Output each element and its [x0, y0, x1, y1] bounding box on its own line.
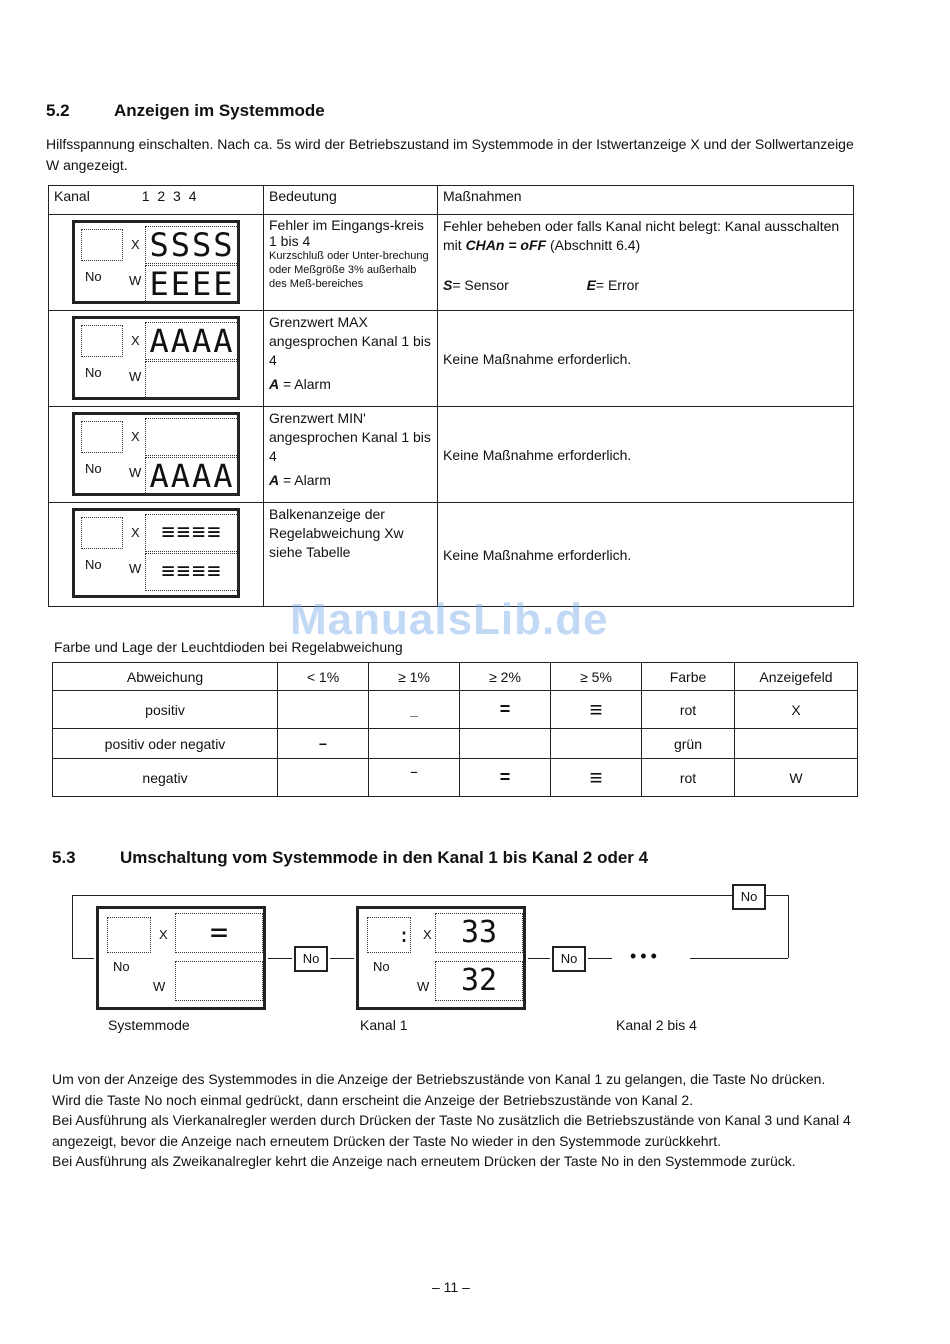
massnahme-cell: [438, 215, 854, 311]
table-cell: ≡: [551, 691, 642, 729]
display-cell: [49, 311, 264, 407]
table-row: [53, 729, 858, 759]
arrow-line: [588, 958, 612, 959]
w-label: W: [129, 465, 142, 480]
table-row: [49, 407, 854, 503]
table-row: [49, 503, 854, 607]
w-label: W: [153, 979, 166, 994]
bedeutung-small: Kurzschluß oder Unter-brechung oder Meßgröße 3% außerhalb des Meß-bereiches: [269, 250, 429, 290]
w-label: W: [129, 369, 142, 384]
table-row: [49, 311, 854, 407]
arrow-line: [528, 958, 550, 959]
paragraph: Bei Ausführung als Zweikanalregler kehrt die Anzeige nach erneutem Drücken der Taste No in den Systemmode zurück.: [52, 1153, 796, 1169]
table-cell: rot: [642, 759, 735, 797]
legend-a: A: [269, 472, 280, 488]
table-cell: [551, 729, 642, 759]
no-label: No: [85, 365, 102, 380]
x-label: X: [131, 429, 140, 444]
w-display: [175, 961, 263, 1001]
channel-square: [81, 517, 123, 549]
paragraph: Wird die Taste No noch einmal gedrückt, dann erscheint die Anzeige der Betriebszustände von Kanal 2.: [52, 1091, 694, 1108]
bedeutung-cell: [264, 407, 438, 503]
col-bedeutung: Bedeutung: [264, 186, 438, 215]
w-display: AAAA: [145, 457, 239, 495]
legend-line: [269, 472, 432, 488]
display-cell: [49, 407, 264, 503]
loop-right-top: [764, 895, 788, 896]
label-systemmode: Systemmode: [108, 1017, 190, 1033]
massnahme-command: CHAn = oFF: [465, 237, 547, 253]
col-massnahmen: Maßnahmen: [438, 186, 854, 215]
x-display: =: [175, 913, 263, 953]
section-number: 5.2: [46, 101, 70, 120]
x-display: [145, 418, 239, 456]
continuation-dots: •••: [630, 946, 661, 966]
section-5-3-heading: [52, 848, 648, 868]
legend-s-text: = Sensor: [452, 277, 509, 293]
no-key-return[interactable]: No: [732, 884, 766, 910]
x-display: AAAA: [145, 322, 239, 360]
bedeutung-main: Grenzwert MIN' angesprochen Kanal 1 bis 4: [269, 410, 431, 464]
x-display: 33: [435, 913, 523, 953]
table-cell: positiv: [53, 691, 278, 729]
w-display: [145, 361, 239, 399]
label-kanal2-4: Kanal 2 bis 4: [616, 1017, 697, 1033]
arrow-line: [268, 958, 292, 959]
w-display: EEEE: [145, 265, 239, 303]
loop-right-bottom: [690, 958, 788, 959]
table2-caption: Farbe und Lage der Leuchtdioden bei Regelabweichung: [54, 639, 403, 655]
no-label: No: [373, 959, 390, 974]
no-key-2[interactable]: No: [552, 946, 586, 972]
section-title: Anzeigen im Systemmode: [114, 101, 325, 120]
table-row: [49, 215, 854, 311]
page-number: – 11 –: [432, 1279, 470, 1295]
massnahme-cell: Keine Maßnahme erforderlich.: [438, 311, 854, 407]
x-label: X: [131, 333, 140, 348]
massnahme-main: Fehler beheben oder falls Kanal nicht belegt: Kanal ausschalten mit: [443, 218, 840, 253]
massnahme-text: [443, 217, 848, 255]
kanal1-display: [356, 906, 526, 1010]
x-bar-display: ≡≡≡≡: [145, 514, 239, 552]
legend-e-text: = Error: [595, 277, 640, 293]
bedeutung-main: Grenzwert MAX angesprochen Kanal 1 bis 4: [269, 314, 431, 368]
header-cell: ≥ 1%: [369, 663, 460, 691]
lcd-display: [72, 220, 240, 304]
head-kanal: Kanal: [54, 188, 90, 204]
w-label: W: [417, 979, 430, 994]
label-kanal1: Kanal 1: [360, 1017, 408, 1033]
intro-paragraph: Hilfsspannung einschalten. Nach ca. 5s wird der Betriebszustand im Systemmode in der Istwertanzeige X und der Sollwertanzeige W angezeigt.: [46, 136, 854, 173]
loop-left-bottom: [72, 958, 94, 959]
table-cell: W: [735, 759, 858, 797]
table-cell: ≡: [551, 759, 642, 797]
x-label: X: [423, 927, 432, 942]
bedeutung-cell: [264, 215, 438, 311]
section-5-2-heading: [46, 101, 325, 121]
massnahme-tail: (Abschnitt 6.4): [549, 237, 641, 253]
legend-line: [269, 376, 432, 392]
no-label: No: [113, 959, 130, 974]
loop-left-line: [72, 895, 73, 958]
header-cell: < 1%: [278, 663, 369, 691]
table-cell: X: [735, 691, 858, 729]
table-row: [53, 759, 858, 797]
legend-s: S: [443, 277, 453, 293]
watermark: ManualsLib.de: [290, 595, 609, 644]
systemmode-display: [96, 906, 266, 1010]
loop-right-line: [788, 895, 789, 958]
legend-a: A: [269, 376, 280, 392]
display-cell: [49, 215, 264, 311]
x-display: SSSS: [145, 226, 239, 264]
header-cell: ≥ 5%: [551, 663, 642, 691]
no-key-1[interactable]: No: [294, 946, 328, 972]
bedeutung-cell: [264, 503, 438, 607]
table-header-row: [53, 663, 858, 691]
arrow-line: [330, 958, 354, 959]
table-cell: rot: [642, 691, 735, 729]
header-cell: Farbe: [642, 663, 735, 691]
w-label: W: [129, 273, 142, 288]
table-cell: [278, 759, 369, 797]
legend-a-text: = Alarm: [283, 472, 331, 488]
table-cell: [278, 691, 369, 729]
massnahme-cell: Keine Maßnahme erforderlich.: [438, 407, 854, 503]
channel-square: [107, 917, 151, 953]
table-cell: ‾: [369, 759, 460, 797]
bedeutung-cell: [264, 311, 438, 407]
legend-line: [443, 277, 848, 293]
table-cell: [460, 729, 551, 759]
table-cell: −: [278, 729, 369, 759]
table-row: [53, 691, 858, 729]
led-table: [52, 662, 858, 797]
header-cell: Abweichung: [53, 663, 278, 691]
lcd-display: [72, 316, 240, 400]
no-label: No: [85, 269, 102, 284]
channel-indicator: :: [367, 917, 411, 953]
display-cell: [49, 503, 264, 607]
section-number: 5.3: [52, 848, 76, 867]
bedeutung-main: Balkenanzeige der Regelabweichung Xw siehe Tabelle: [269, 506, 404, 560]
system-mode-table: [48, 185, 854, 607]
w-label: W: [129, 561, 142, 576]
section-title: Umschaltung vom Systemmode in den Kanal 1 bis Kanal 2 oder 4: [120, 848, 649, 867]
table-cell: _: [369, 691, 460, 729]
channel-square: [81, 229, 123, 261]
channel-square: [81, 325, 123, 357]
w-display: 32: [435, 961, 523, 1001]
table-cell: [735, 729, 858, 759]
legend-a-text: = Alarm: [283, 376, 331, 392]
table-cell: positiv oder negativ: [53, 729, 278, 759]
table-cell: negativ: [53, 759, 278, 797]
header-cell: ≥ 2%: [460, 663, 551, 691]
legend-e: E: [586, 277, 596, 293]
head-channels: 1 2 3 4: [141, 188, 199, 204]
loop-top-line: [72, 895, 732, 896]
table-cell: =: [460, 691, 551, 729]
w-bar-display: ≡≡≡≡: [145, 553, 239, 591]
no-label: No: [85, 557, 102, 572]
x-label: X: [131, 237, 140, 252]
x-label: X: [131, 525, 140, 540]
channel-square: [81, 421, 123, 453]
table-cell: =: [460, 759, 551, 797]
col-kanal: [49, 186, 264, 215]
lcd-display: [72, 412, 240, 496]
table-cell: [369, 729, 460, 759]
x-label: X: [159, 927, 168, 942]
section-5-3-body: [52, 1069, 862, 1172]
paragraph: Um von der Anzeige des Systemmodes in die Anzeige der Betriebszustände von Kanal 1 zu gelangen, die Taste No drücken.: [52, 1071, 826, 1087]
massnahme-cell: Keine Maßnahme erforderlich.: [438, 503, 854, 607]
no-label: No: [85, 461, 102, 476]
header-cell: Anzeigefeld: [735, 663, 858, 691]
table-cell: grün: [642, 729, 735, 759]
paragraph: Bei Ausführung als Vierkanalregler werden durch Drücken der Taste No zusätzlich die Betriebszustände von Kanal 3 und Kanal 4 angezeigt, bevor die Anzeige nach erneutem Drücken der Taste No wieder in den Systemmode zurückkehrt.: [52, 1112, 851, 1149]
bedeutung-main: Fehler im Eingangs-kreis 1 bis 4: [269, 217, 424, 249]
lcd-display: [72, 508, 240, 598]
